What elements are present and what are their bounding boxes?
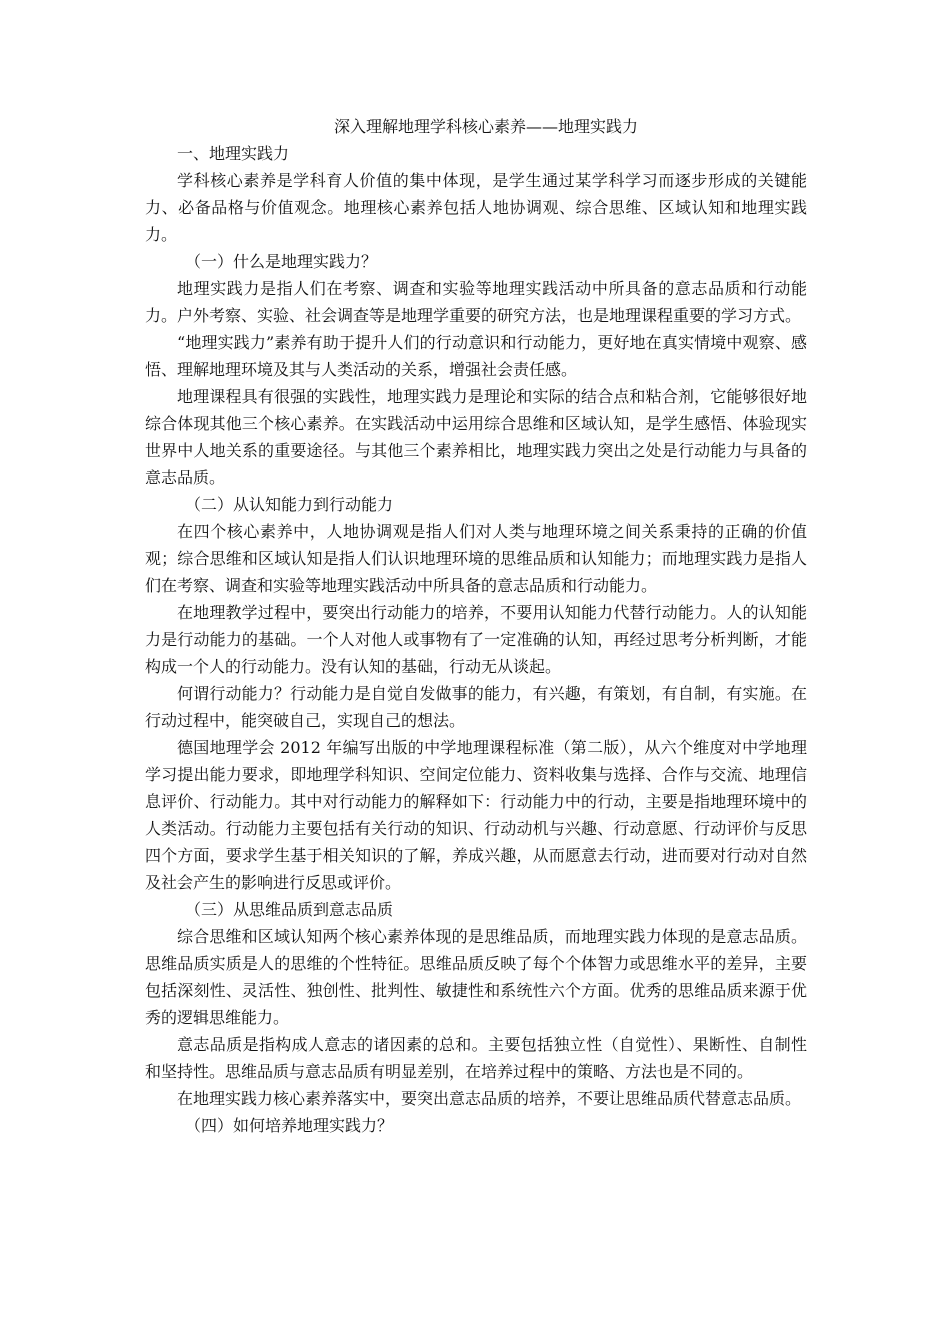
paragraph: 综合思维和区域认知两个核心素养体现的是思维品质，而地理实践力体现的是意志品质。思维品质实质是人的思维的个性特征。思维品质反映了每个个体智力或思维水平的差异，主要包括深刻性、灵活性、独创性、批判性、敏捷性和系统性六个方面。优秀的思维品质来源于优秀的逻辑思维能力。 — [145, 927, 807, 1027]
paragraph: 意志品质是指构成人意志的诸因素的总和。主要包括独立性（自觉性）、果断性、自制性和坚持性。思维品质与意志品质有明显差别，在培养过程中的策略、方法也是不同的。 — [145, 1035, 807, 1081]
subsection-heading-1: （一）什么是地理实践力？ — [185, 252, 378, 271]
subsection-heading-3: （三）从思维品质到意志品质 — [185, 900, 394, 919]
document-body — [145, 113, 807, 1139]
paragraph: 在四个核心素养中，人地协调观是指人们对人类与地理环境之间关系秉持的正确的价值观；综合思维和区域认知是指人们认识地理环境的思维品质和认知能力；而地理实践力是指人们在考察、调查和实验等地理实践活动中所具备的意志品质和行动能力。 — [145, 522, 807, 595]
intro-paragraph: 学科核心素养是学科育人价值的集中体现，是学生通过某学科学习而逐步形成的关键能力、必备品格与价值观念。地理核心素养包括人地协调观、综合思维、区域认知和地理实践力。 — [145, 171, 807, 244]
paragraph: 在地理教学过程中，要突出行动能力的培养，不要用认知能力代替行动能力。人的认知能力是行动能力的基础。一个人对他人或事物有了一定准确的认知，再经过思考分析判断，才能构成一个人的行动能力。没有认知的基础，行动无从谈起。 — [145, 603, 807, 676]
paragraph: 地理课程具有很强的实践性，地理实践力是理论和实际的结合点和粘合剂，它能够很好地综合体现其他三个核心素养。在实践活动中运用综合思维和区域认知，是学生感悟、体验现实世界中人地关系的重要途径。与其他三个素养相比，地理实践力突出之处是行动能力与具备的意志品质。 — [145, 387, 807, 487]
paragraph: “地理实践力”素养有助于提升人们的行动意识和行动能力，更好地在真实情境中观察、感悟、理解地理环境及其与人类活动的关系，增强社会责任感。 — [145, 333, 807, 379]
paragraph: 在地理实践力核心素养落实中，要突出意志品质的培养，不要让思维品质代替意志品质。 — [177, 1089, 802, 1108]
paragraph: 德国地理学会 2012 年编写出版的中学地理课程标准（第二版），从六个维度对中学地理学习提出能力要求，即地理学科知识、空间定位能力、资料收集与选择、合作与交流、地理信息评价、行动能力。其中对行动能力的解释如下：行动能力中的行动，主要是指地理环境中的人类活动。行动能力主要包括有关行动的知识、行动动机与兴趣、行动意愿、行动评价与反思四个方面，要求学生基于相关知识的了解，养成兴趣，从而愿意去行动，进而要对行动对自然及社会产生的影响进行反思或评价。 — [145, 738, 807, 892]
paragraph: 地理实践力是指人们在考察、调查和实验等地理实践活动中所具备的意志品质和行动能力。户外考察、实验、社会调查等是地理学重要的研究方法，也是地理课程重要的学习方式。 — [145, 279, 807, 325]
subsection-heading-4: （四）如何培养地理实践力？ — [185, 1116, 394, 1135]
subsection-heading-2: （二）从认知能力到行动能力 — [185, 495, 394, 514]
section-heading: 一、地理实践力 — [177, 144, 290, 163]
paragraph: 何谓行动能力？行动能力是自觉自发做事的能力，有兴趣，有策划，有自制，有实施。在行动过程中，能突破自己，实现自己的想法。 — [145, 684, 807, 730]
document-title: 深入理解地理学科核心素养——地理实践力 — [333, 117, 638, 136]
